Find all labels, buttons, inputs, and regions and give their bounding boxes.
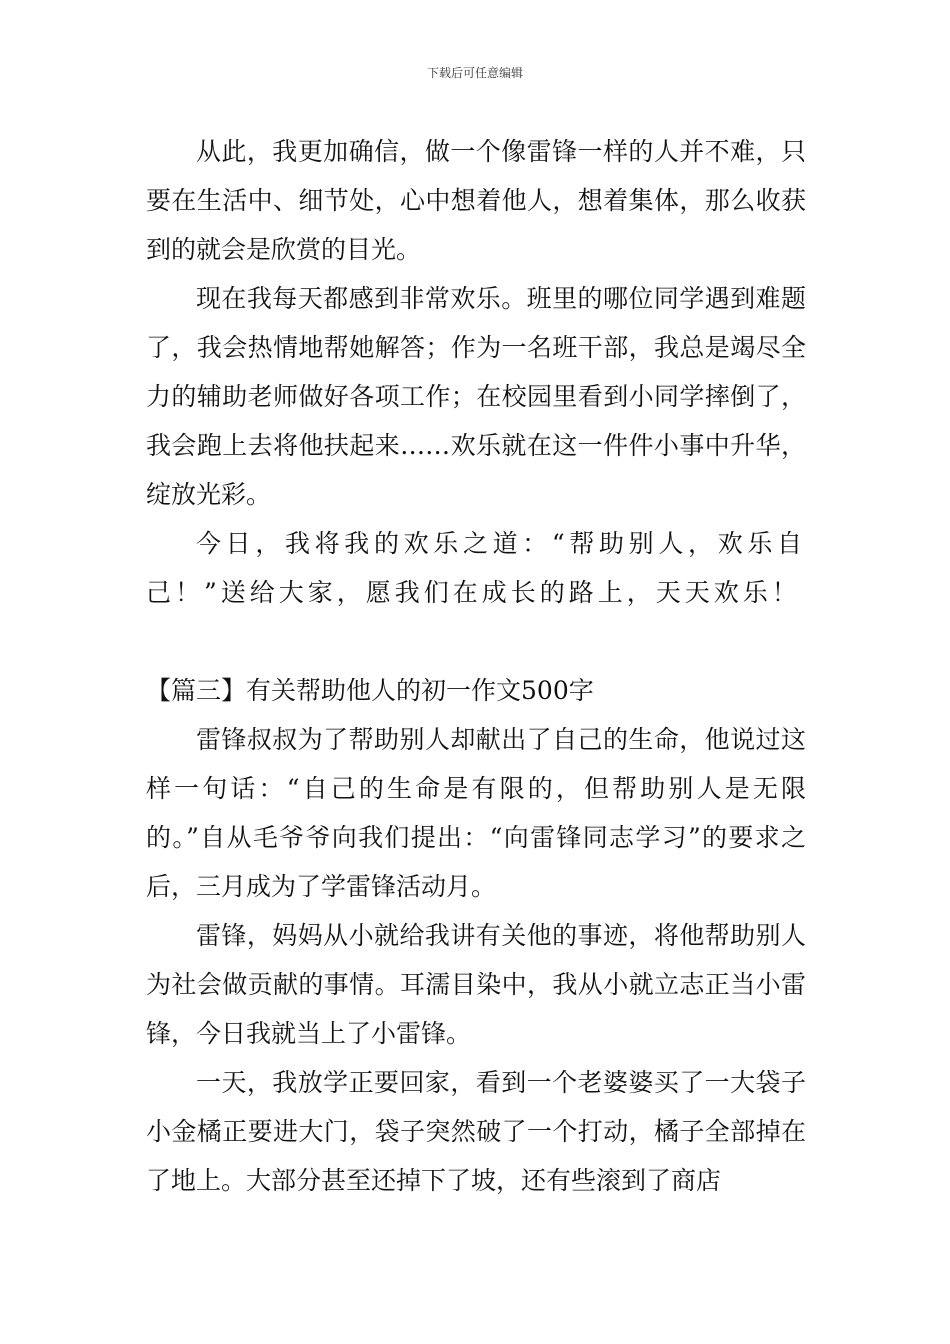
paragraph-5: 雷锋，妈妈从小就给我讲有关他的事迹，将他帮助别人为社会做贡献的事情。耳濡目染中，我从小就立志正当小雷锋，今日我就当上了小雷锋。 (146, 921, 806, 1048)
paragraph-1: 从此，我更加确信，做一个像雷锋一样的人并不难，只要在生活中、细节处，心中想着他人，想着集体，那么收获到的就会是欣赏的目光。 (146, 137, 806, 264)
section-gap (146, 617, 806, 666)
section-title: 【篇三】有关帮助他人的初一作文500字 (146, 676, 594, 705)
paragraph-6: 一天，我放学正要回家，看到一个老婆婆买了一大袋子小金橘正要进大门，袋子突然破了一个打动，橘子全部掉在了地上。大部分甚至还掉下了坡，还有些滚到了商店 (146, 1068, 806, 1195)
paragraph-4: 雷锋叔叔为了帮助别人却献出了自己的生命，他说过这样一句话：“自己的生命是有限的，但帮助别人是无限的。”自从毛爷爷向我们提出：“向雷锋同志学习”的要求之后，三月成为了学雷锋活动月。 (146, 725, 806, 901)
paragraph-2: 现在我每天都感到非常欢乐。班里的哪位同学遇到难题了，我会热情地帮她解答；作为一名班干部，我总是竭尽全力的辅助老师做好各项工作；在校园里看到小同学摔倒了，我会跑上去将他扶起来……欢乐就在这一件件小事中升华，绽放光彩。 (146, 284, 806, 509)
paragraph-3: 今日，我将我的欢乐之道：“帮助别人，欢乐自己！”送给大家，愿我们在成长的路上，天天欢乐！ (146, 529, 806, 607)
page-header: 下载后可任意编辑 (426, 66, 523, 80)
document-body (146, 127, 806, 1205)
